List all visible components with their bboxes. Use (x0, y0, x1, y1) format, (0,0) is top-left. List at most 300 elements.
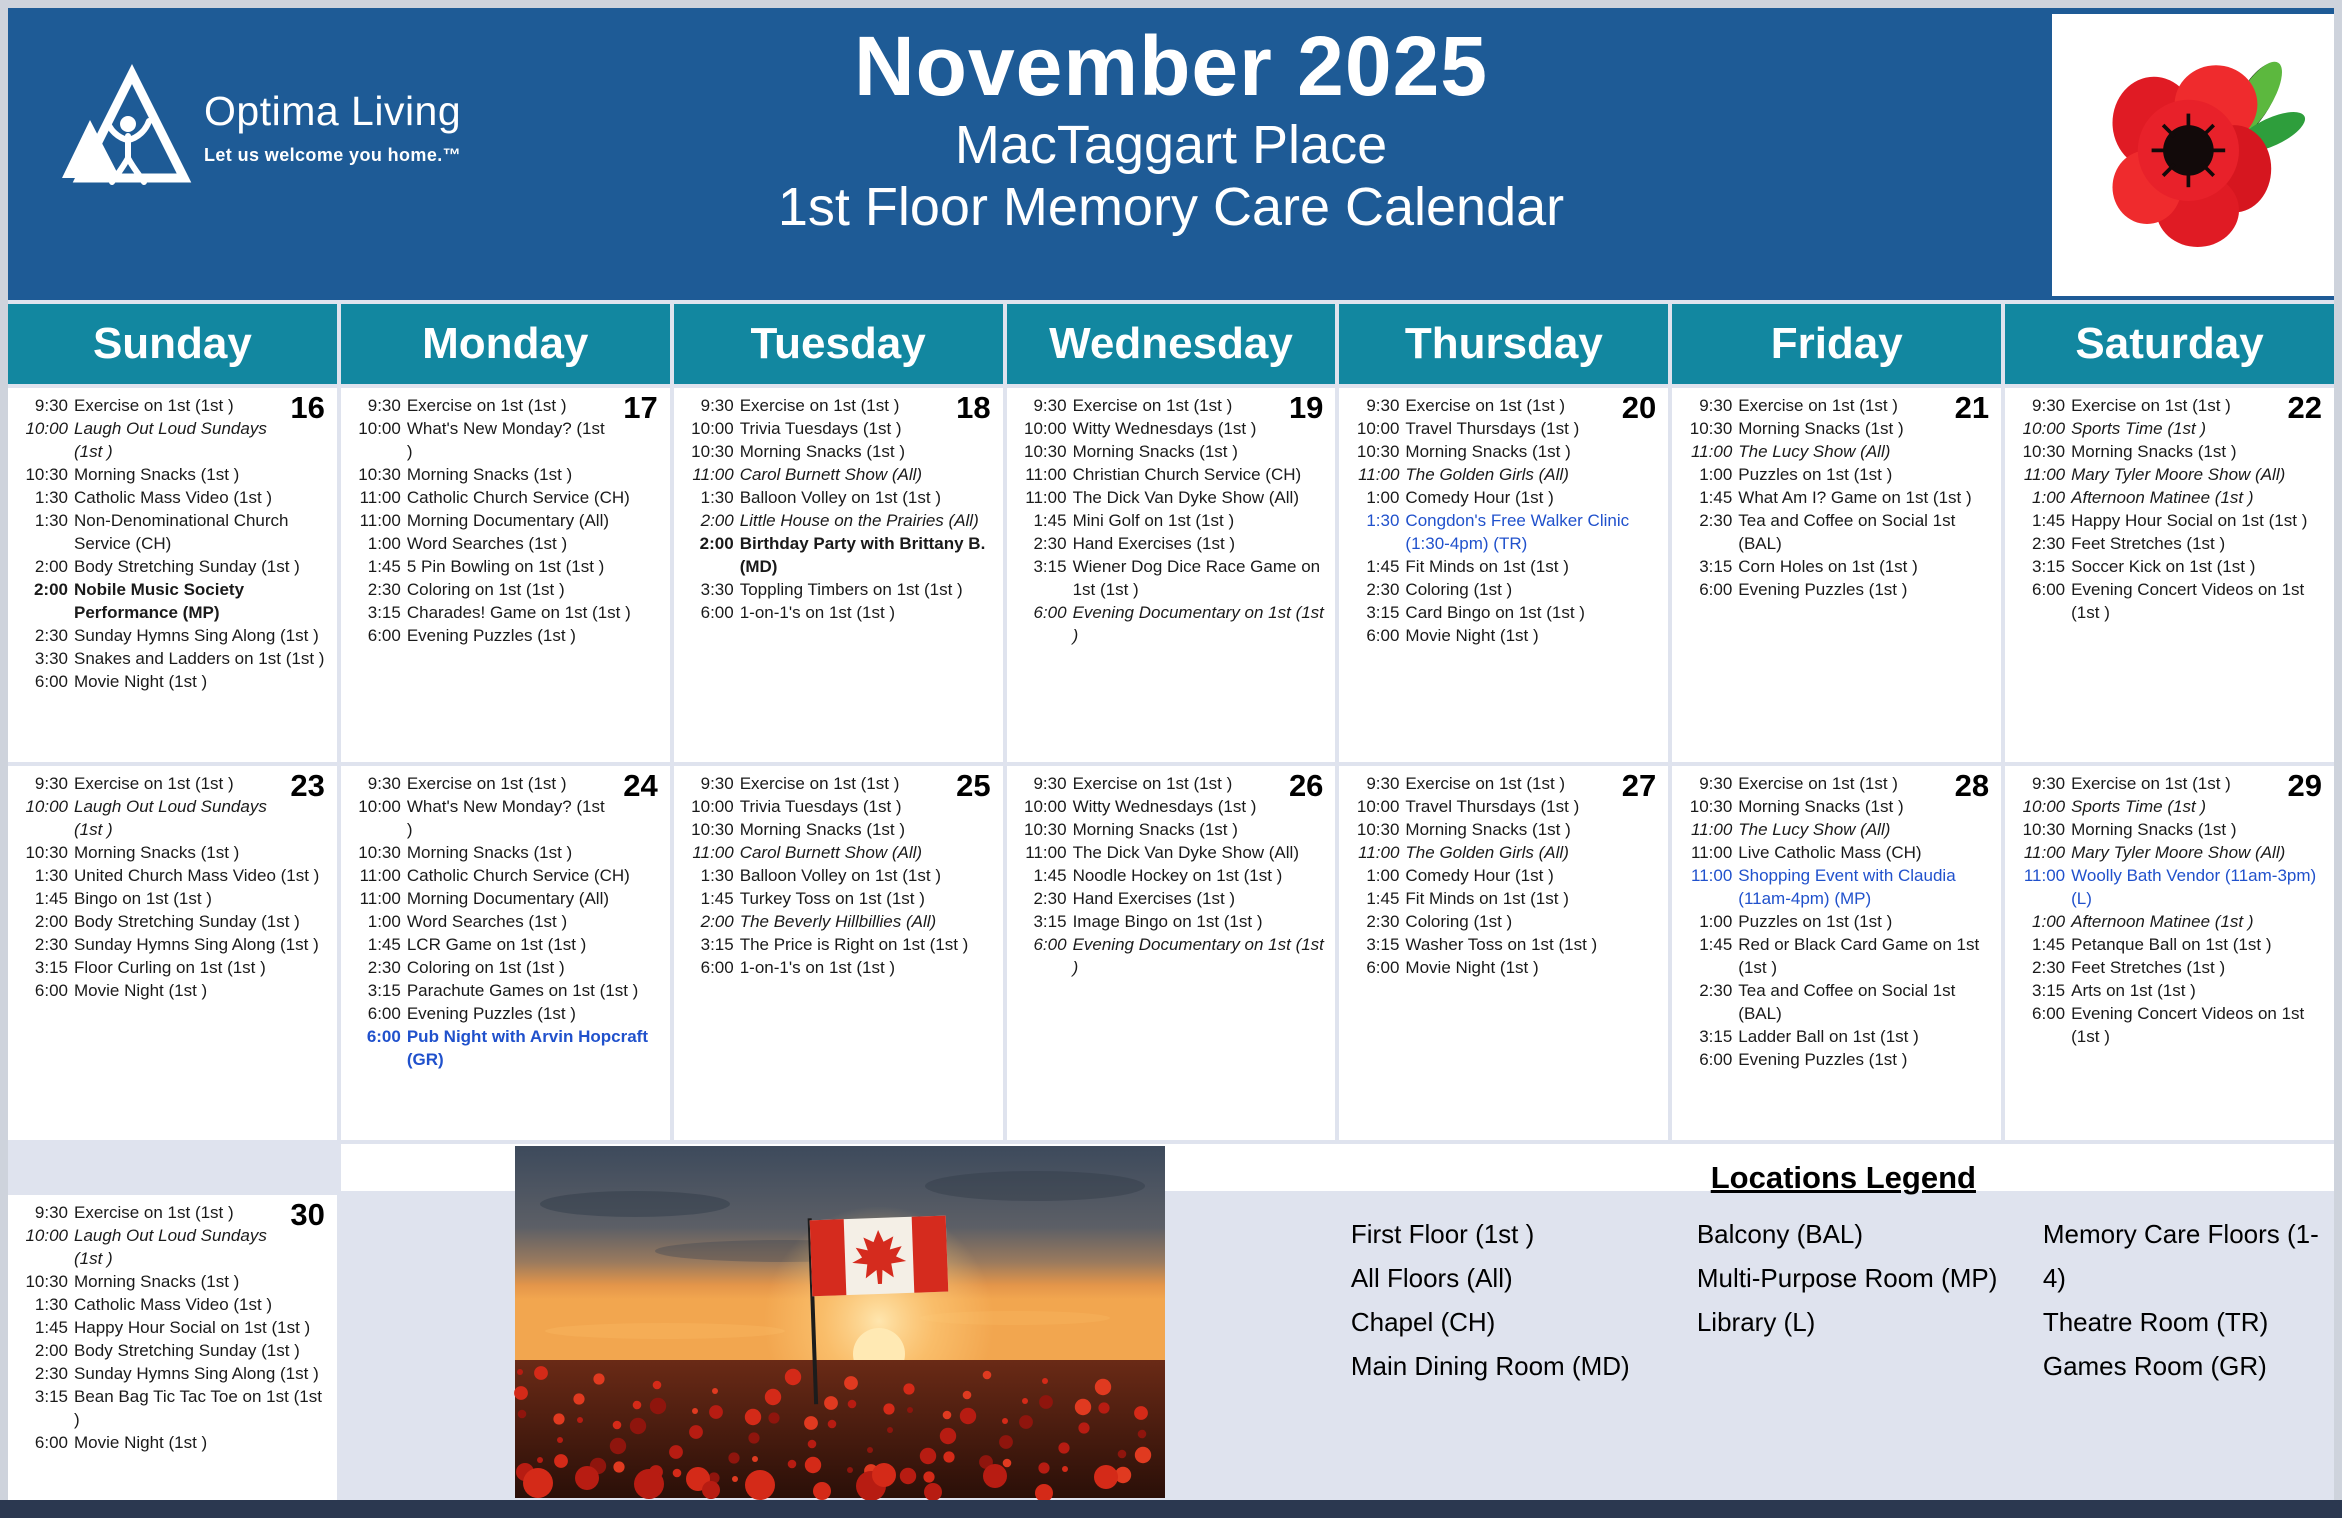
event-time: 10:30 (25, 465, 68, 484)
event-title: Carol Burnett Show (All) (739, 465, 923, 484)
event-time: 3:15 (367, 603, 401, 622)
event-entry (1676, 910, 1993, 933)
event-time: 10:30 (25, 843, 68, 862)
event-time: 3:15 (1033, 557, 1067, 576)
event-title: Body Stretching Sunday (1st ) (74, 557, 300, 576)
event-entry (2009, 578, 2326, 624)
event-entry (2009, 841, 2326, 864)
event-time: 1:00 (1699, 465, 1733, 484)
remembrance-poppy-badge (2052, 14, 2334, 296)
event-entry (345, 933, 662, 956)
event-time: 10:00 (1024, 419, 1067, 438)
event-entry (345, 463, 662, 486)
event-title: Charades! Game on 1st (1st ) (406, 603, 631, 622)
event-entry (1343, 933, 1660, 956)
date-number: 22 (2287, 390, 2322, 425)
event-time: 1:45 (2032, 935, 2066, 954)
event-time: 10:00 (25, 1225, 68, 1245)
event-time: 11:00 (2023, 465, 2066, 484)
event-time: 9:30 (1366, 774, 1400, 793)
event-title: Morning Documentary (All) (406, 511, 610, 530)
event-title: Body Stretching Sunday (1st ) (74, 1340, 300, 1360)
event-time: 1:30 (700, 866, 734, 885)
event-time: 2:30 (2032, 958, 2066, 977)
event-title: Sports Time (1st ) (2071, 419, 2207, 438)
event-title: Exercise on 1st (1st ) (2071, 774, 2231, 793)
event-time: 11:00 (1025, 488, 1067, 507)
event-entry (345, 979, 662, 1002)
event-time: 1:30 (1366, 511, 1400, 530)
legend-column (1351, 1212, 1697, 1388)
legend-item: Games Room (GR) (2042, 1351, 2267, 1381)
day-cell (674, 388, 1003, 762)
event-title: Travel Thursdays (1st ) (1405, 419, 1580, 438)
event-time: 1:45 (1033, 511, 1067, 530)
legend-item: Multi-Purpose Room (MP) (1696, 1263, 1998, 1293)
day-cell (1007, 388, 1336, 762)
event-time: 3:15 (34, 958, 68, 977)
date-number: 30 (290, 1196, 325, 1232)
event-entry (1343, 956, 1660, 979)
event-title: Card Bingo on 1st (1st ) (1405, 603, 1585, 622)
event-title: Laugh Out Loud Sundays (1st ) (74, 1225, 267, 1268)
event-entry (678, 864, 995, 887)
event-time: 11:00 (1691, 866, 1733, 885)
event-time: 1:30 (700, 488, 734, 507)
legend-column (1697, 1212, 2043, 1388)
event-time: 1:30 (34, 488, 68, 507)
event-entry (345, 795, 662, 841)
event-entry (2009, 532, 2326, 555)
legend-item: Main Dining Room (MD) (1350, 1351, 1630, 1381)
event-entry (2009, 818, 2326, 841)
month-title: November 2025 (853, 19, 1489, 113)
event-entry (1676, 578, 1993, 601)
date-number: 16 (290, 390, 325, 425)
event-entry (1676, 1025, 1993, 1048)
event-time: 2:00 (699, 534, 734, 553)
event-title: United Church Mass Video (1st ) (74, 866, 320, 885)
event-title: Live Catholic Mass (CH) (1738, 843, 1922, 862)
event-entry (2009, 910, 2326, 933)
event-time: 3:15 (2032, 981, 2066, 1000)
event-title: Coloring (1st ) (1405, 912, 1513, 931)
event-time: 1:45 (367, 935, 401, 954)
event-title: Bean Bag Tic Tac Toe on 1st (1st ) (74, 1386, 322, 1429)
event-title: Evening Puzzles (1st ) (1738, 580, 1908, 599)
event-title: Ladder Ball on 1st (1st ) (1738, 1027, 1919, 1046)
event-title: Evening Documentary on 1st (1st ) (1072, 935, 1324, 977)
event-entry (2009, 979, 2326, 1002)
event-time: 2:30 (367, 580, 401, 599)
event-entry (12, 1362, 329, 1385)
event-title: Petanque Ball on 1st (1st ) (2071, 935, 2272, 954)
event-title: The Price is Right on 1st (1st ) (739, 935, 969, 954)
event-title: Washer Toss on 1st (1st ) (1405, 935, 1598, 954)
event-entry (345, 509, 662, 532)
calendar-name: 1st Floor Memory Care Calendar (777, 177, 1565, 237)
calendar-week-row-2 (8, 766, 2334, 1140)
event-title: Exercise on 1st (1st ) (2071, 396, 2231, 415)
event-time: 1:45 (1699, 935, 1733, 954)
event-entry (1011, 509, 1328, 532)
event-title: Tea and Coffee on Social 1st (BAL) (1738, 981, 1956, 1023)
event-title: Feet Stretches (1st ) (2071, 534, 2226, 553)
legend-item: Memory Care Floors (1-4) (2042, 1219, 2319, 1293)
weekday-header-row (8, 304, 2334, 384)
event-title: Puzzles on 1st (1st ) (1738, 465, 1893, 484)
event-time: 2:00 (33, 580, 68, 599)
event-entry (12, 509, 329, 555)
event-title: Exercise on 1st (1st ) (1072, 774, 1233, 793)
event-entry (1011, 555, 1328, 601)
event-entry (1676, 864, 1993, 910)
event-title: Little House on the Prairies (All) (739, 511, 979, 530)
event-time: 6:00 (1033, 935, 1067, 954)
event-title: Morning Snacks (1st ) (739, 820, 906, 839)
event-entry (1676, 933, 1993, 979)
day-cell (8, 388, 337, 762)
event-entry (2009, 486, 2326, 509)
date-number: 21 (1954, 390, 1990, 425)
weekday-header: Monday (341, 304, 670, 384)
date-number: 27 (1621, 768, 1657, 803)
event-time: 3:15 (1699, 557, 1733, 576)
calendar-header (8, 8, 2334, 300)
event-title: Feet Stretches (1st ) (2071, 958, 2226, 977)
event-title: Non-Denominational Church Service (CH) (74, 511, 289, 553)
day-cell (1672, 388, 2001, 762)
event-time: 3:15 (700, 935, 734, 954)
event-time: 1:30 (34, 1294, 68, 1314)
weekday-header: Saturday (2005, 304, 2334, 384)
event-entry (1011, 601, 1328, 647)
event-time: 3:15 (34, 1386, 68, 1406)
date-number: 24 (623, 768, 658, 803)
event-title: Travel Thursdays (1st ) (1405, 797, 1580, 816)
event-entry (1343, 578, 1660, 601)
poppy-field-flag-photo (515, 1146, 1165, 1498)
event-title: Happy Hour Social on 1st (1st ) (2071, 511, 2308, 530)
weekday-header: Tuesday (674, 304, 1003, 384)
event-entry (678, 463, 995, 486)
event-entry (12, 864, 329, 887)
date-number: 28 (1954, 768, 1990, 803)
event-time: 11:00 (692, 465, 734, 484)
event-title: The Golden Girls (All) (1405, 465, 1569, 484)
date-number: 17 (623, 390, 658, 425)
event-title: Mini Golf on 1st (1st ) (1072, 511, 1235, 530)
event-title: Morning Snacks (1st ) (2071, 820, 2237, 839)
event-entry (1011, 463, 1328, 486)
event-time: 1:45 (367, 557, 401, 576)
event-time: 9:30 (1699, 774, 1733, 793)
event-entry (345, 532, 662, 555)
event-time: 11:00 (359, 866, 401, 885)
event-time: 6:00 (34, 672, 68, 691)
event-time: 9:30 (367, 774, 401, 793)
event-title: Red or Black Card Game on 1st (1st ) (1738, 935, 1980, 977)
poppy-icon (2078, 35, 2308, 275)
event-entry (12, 1339, 329, 1362)
event-time: 10:30 (1024, 442, 1067, 461)
event-title: Afternoon Matinee (1st ) (2071, 488, 2254, 507)
event-time: 10:30 (2022, 820, 2066, 839)
event-time: 6:00 (2032, 1004, 2066, 1023)
locations-legend (1351, 1160, 2336, 1388)
event-entry (12, 555, 329, 578)
event-time: 9:30 (1699, 396, 1733, 415)
event-title: Noodle Hockey on 1st (1st ) (1072, 866, 1283, 885)
event-time: 10:00 (1024, 797, 1067, 816)
event-time: 6:00 (2032, 580, 2066, 599)
event-time: 6:00 (34, 1432, 68, 1452)
event-time: 1:00 (1366, 866, 1400, 885)
event-entry (12, 578, 329, 624)
event-title: Movie Night (1st ) (1405, 958, 1539, 977)
event-time: 3:15 (1366, 603, 1400, 622)
event-entry (678, 956, 995, 979)
event-time: 10:00 (1356, 797, 1400, 816)
event-title: Toppling Timbers on 1st (1st ) (739, 580, 963, 599)
event-title: Morning Snacks (1st ) (1405, 820, 1571, 839)
event-title: Sunday Hymns Sing Along (1st ) (74, 935, 319, 954)
event-time: 10:00 (2022, 419, 2066, 438)
legend-title: Locations Legend (1710, 1160, 1976, 1195)
event-time: 10:30 (1356, 442, 1400, 461)
weekday-header: Sunday (8, 304, 337, 384)
event-entry (1676, 1048, 1993, 1071)
day-cell (2005, 388, 2334, 762)
event-title: Word Searches (1st ) (406, 912, 568, 931)
event-title: 5 Pin Bowling on 1st (1st ) (406, 557, 605, 576)
event-time: 1:30 (34, 511, 68, 530)
event-title: Morning Snacks (1st ) (74, 843, 240, 862)
facility-name: MacTaggart Place (954, 115, 1388, 175)
footer-panel (341, 1144, 2334, 1381)
event-time: 3:15 (367, 981, 401, 1000)
event-entry (345, 601, 662, 624)
event-title: What's New Monday? (1st ) (406, 419, 605, 461)
event-time: 1:45 (34, 1317, 68, 1337)
event-title: Coloring on 1st (1st ) (406, 958, 565, 977)
event-time: 1:00 (367, 534, 401, 553)
event-time: 10:30 (358, 843, 401, 862)
brand-name: Optima Living (204, 88, 462, 134)
event-entry (2009, 463, 2326, 486)
event-title: Morning Snacks (1st ) (406, 465, 573, 484)
event-title: Exercise on 1st (1st ) (406, 396, 567, 415)
event-title: Hand Exercises (1st ) (1072, 534, 1236, 553)
event-time: 10:30 (691, 442, 734, 461)
day-cell (1007, 766, 1336, 1140)
event-time: 11:00 (359, 511, 401, 530)
legend-item: Library (L) (1696, 1307, 1816, 1337)
event-entry (1676, 818, 1993, 841)
event-title: Woolly Bath Vendor (11am-3pm) (L) (2071, 866, 2317, 908)
day-cell (8, 766, 337, 1140)
event-title: Balloon Volley on 1st (1st ) (739, 866, 941, 885)
event-title: Exercise on 1st (1st ) (74, 396, 234, 415)
event-time: 11:00 (1691, 843, 1733, 862)
event-title: Catholic Church Service (CH) (406, 488, 630, 507)
event-title: Pub Night with Arvin Hopcraft (GR) (406, 1027, 648, 1069)
brand-tagline: Let us welcome you home.™ (204, 145, 462, 165)
day-cell (341, 766, 670, 1140)
legend-column (2043, 1212, 2331, 1388)
event-time: 2:30 (2032, 534, 2066, 553)
event-time: 10:30 (1689, 419, 1733, 438)
event-entry (2009, 864, 2326, 910)
event-entry (1011, 933, 1328, 979)
event-time: 10:00 (1356, 419, 1400, 438)
event-time: 11:00 (1358, 843, 1400, 862)
event-entry (1343, 440, 1660, 463)
event-title: Mary Tyler Moore Show (All) (2071, 843, 2286, 862)
event-entry (12, 624, 329, 647)
event-time: 1:00 (367, 912, 401, 931)
event-title: Puzzles on 1st (1st ) (1738, 912, 1893, 931)
event-time: 2:30 (1699, 981, 1733, 1000)
event-title: 1-on-1's on 1st (1st ) (739, 603, 896, 622)
event-time: 9:30 (700, 396, 734, 415)
date-number: 23 (290, 768, 325, 803)
event-title: Catholic Church Service (CH) (406, 866, 630, 885)
event-time: 3:15 (1033, 912, 1067, 931)
legend-item: All Floors (All) (1350, 1263, 1513, 1293)
event-time: 1:00 (1699, 912, 1733, 931)
event-title: Morning Snacks (1st ) (406, 843, 573, 862)
event-title: Arts on 1st (1st ) (2071, 981, 2196, 1000)
event-time: 3:15 (1699, 1027, 1733, 1046)
event-time: 1:45 (1366, 557, 1400, 576)
event-entry (12, 795, 329, 841)
event-entry (345, 417, 662, 463)
event-time: 10:00 (358, 797, 401, 816)
event-time: 2:30 (367, 958, 401, 977)
legend-item: Balcony (BAL) (1696, 1219, 1864, 1249)
event-entry (345, 578, 662, 601)
event-entry (1011, 887, 1328, 910)
event-time: 9:30 (700, 774, 734, 793)
event-entry (12, 670, 329, 693)
event-entry (678, 532, 995, 578)
day-cell (341, 388, 670, 762)
event-time: 9:30 (34, 1202, 68, 1222)
event-time: 11:00 (359, 889, 401, 908)
event-time: 2:30 (34, 1363, 68, 1383)
event-time: 1:45 (1033, 866, 1067, 885)
event-time: 11:00 (692, 843, 734, 862)
event-title: Morning Snacks (1st ) (1738, 419, 1904, 438)
event-entry (1011, 532, 1328, 555)
event-entry (1343, 864, 1660, 887)
event-entry (2009, 555, 2326, 578)
event-title: Comedy Hour (1st ) (1405, 866, 1554, 885)
event-time: 3:30 (700, 580, 734, 599)
event-time: 11:00 (2023, 866, 2066, 885)
event-entry (345, 624, 662, 647)
event-title: Morning Snacks (1st ) (1738, 797, 1904, 816)
event-time: 9:30 (34, 396, 68, 415)
event-title: Sunday Hymns Sing Along (1st ) (74, 1363, 319, 1383)
event-entry (1676, 555, 1993, 578)
event-time: 9:30 (1033, 774, 1067, 793)
event-title: Congdon's Free Walker Clinic (1:30-4pm) (TR) (1405, 511, 1630, 553)
event-title: Morning Snacks (1st ) (1405, 442, 1571, 461)
event-title: Evening Puzzles (1st ) (406, 1004, 576, 1023)
event-entry (1343, 601, 1660, 624)
event-title: Fit Minds on 1st (1st ) (1405, 557, 1569, 576)
event-entry (678, 933, 995, 956)
event-time: 1:30 (34, 866, 68, 885)
event-title: Exercise on 1st (1st ) (74, 1202, 234, 1222)
event-entry (678, 841, 995, 864)
event-time: 1:45 (34, 889, 68, 908)
event-entry (12, 1224, 329, 1270)
event-title: The Golden Girls (All) (1405, 843, 1569, 862)
calendar-week-row-1 (8, 388, 2334, 762)
event-entry (12, 979, 329, 1002)
event-title: Snakes and Ladders on 1st (1st ) (74, 649, 325, 668)
event-entry (12, 417, 329, 463)
event-time: 10:30 (691, 820, 734, 839)
day-cell (1672, 766, 2001, 1140)
event-time: 11:00 (1025, 843, 1067, 862)
event-entry (2009, 509, 2326, 532)
event-title: What Am I? Game on 1st (1st ) (1738, 488, 1972, 507)
event-title: Nobile Music Society Performance (MP) (74, 580, 245, 622)
event-time: 6:00 (1366, 626, 1400, 645)
event-title: Exercise on 1st (1st ) (74, 774, 234, 793)
event-time: 9:30 (367, 396, 401, 415)
event-entry (12, 956, 329, 979)
event-entry (345, 1002, 662, 1025)
event-time: 6:00 (366, 1027, 401, 1046)
event-title: Parachute Games on 1st (1st ) (406, 981, 639, 1000)
legend-item: First Floor (1st ) (1350, 1219, 1535, 1249)
event-title: Laugh Out Loud Sundays (1st ) (74, 797, 267, 839)
event-title: The Lucy Show (All) (1738, 442, 1891, 461)
event-entry (1343, 463, 1660, 486)
event-title: Movie Night (1st ) (1405, 626, 1539, 645)
event-time: 10:30 (1689, 797, 1733, 816)
event-title: Balloon Volley on 1st (1st ) (739, 488, 941, 507)
event-time: 1:00 (1366, 488, 1400, 507)
event-title: Shopping Event with Claudia (11am-4pm) (MP) (1738, 866, 1956, 908)
event-time: 11:00 (1358, 465, 1400, 484)
event-time: 6:00 (700, 958, 734, 977)
event-title: Evening Concert Videos on 1st (1st ) (2071, 1004, 2305, 1046)
event-entry (678, 887, 995, 910)
event-entry (1011, 486, 1328, 509)
event-time: 11:00 (1691, 820, 1733, 839)
date-number: 20 (1621, 390, 1657, 425)
event-title: Trivia Tuesdays (1st ) (739, 419, 902, 438)
event-title: Exercise on 1st (1st ) (739, 774, 900, 793)
event-title: The Beverly Hillbillies (All) (739, 912, 937, 931)
event-entry (1676, 979, 1993, 1025)
event-time: 10:00 (691, 419, 734, 438)
bottom-bar (0, 1500, 2342, 1518)
event-time: 6:00 (700, 603, 734, 622)
event-entry (12, 933, 329, 956)
event-title: Movie Night (1st ) (74, 981, 208, 1000)
event-entry (345, 486, 662, 509)
event-title: Morning Snacks (1st ) (1072, 820, 1238, 839)
event-title: Corn Holes on 1st (1st ) (1738, 557, 1918, 576)
event-entry (1676, 463, 1993, 486)
